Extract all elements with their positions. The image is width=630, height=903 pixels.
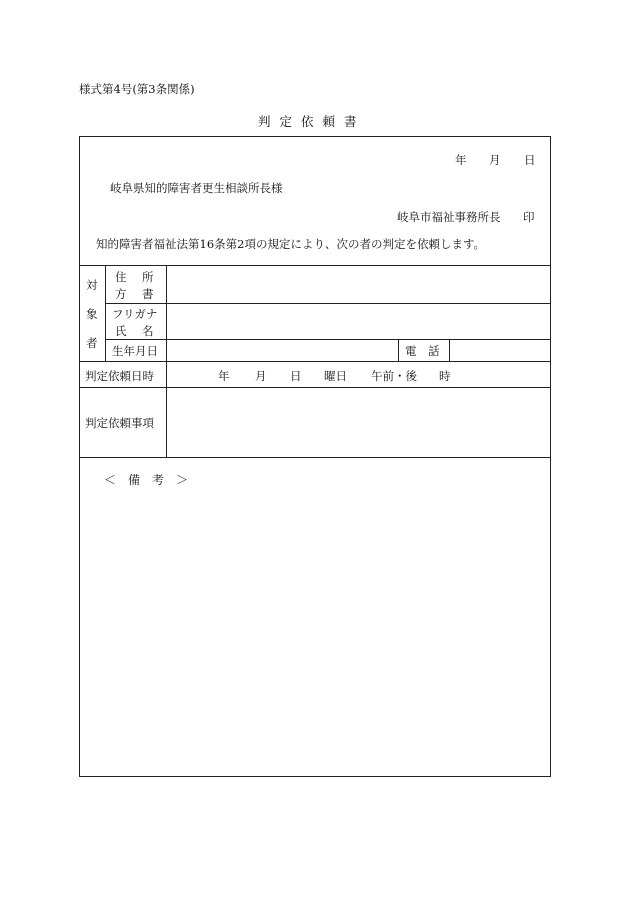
- form-number: 様式第4号(第3条関係): [79, 82, 195, 96]
- request-items-label: 判定依頼事項: [85, 416, 154, 430]
- sender-name: 岐阜市福祉事務所長: [397, 210, 501, 224]
- name-label: 氏 名: [115, 324, 156, 338]
- rule-label-column-divider: [166, 265, 167, 457]
- address-detail-label: 方 書: [115, 287, 156, 301]
- address-field[interactable]: [168, 266, 548, 302]
- rule-phone-left: [398, 339, 399, 361]
- rule-items-bottom: [80, 457, 550, 458]
- name-field[interactable]: [168, 304, 548, 338]
- date-year-label: 年: [455, 153, 467, 167]
- request-month-label: 月: [255, 369, 267, 383]
- rule-phone-right: [449, 339, 450, 361]
- form-frame: [79, 136, 551, 777]
- request-items-field[interactable]: [168, 388, 548, 456]
- seal-mark: 印: [523, 210, 535, 224]
- remarks-label: ＜ 備 考 ＞: [104, 473, 189, 487]
- subject-label-char-2: 象: [86, 307, 98, 321]
- request-weekday-label: 曜日: [324, 369, 347, 383]
- request-year-label: 年: [218, 369, 230, 383]
- subject-label-char-3: 者: [86, 336, 98, 350]
- furigana-label: フリガナ: [112, 307, 158, 321]
- phone-field[interactable]: [451, 340, 548, 360]
- addressee: 岐阜県知的障害者更生相談所長様: [110, 181, 283, 195]
- rule-subject-label-divider: [105, 265, 106, 361]
- request-ampm-label: 午前・後: [371, 369, 417, 383]
- request-statement: 知的障害者福祉法第16条第2項の規定により、次の者の判定を依頼します。: [96, 237, 486, 251]
- request-day-label: 日: [290, 369, 302, 383]
- rule-subject-bottom: [80, 361, 550, 362]
- phone-label: 電 話: [405, 344, 440, 358]
- date-month-label: 月: [489, 153, 501, 167]
- birthdate-label: 生年月日: [112, 344, 158, 358]
- subject-label-char-1: 対: [86, 278, 98, 292]
- date-day-label: 日: [524, 153, 536, 167]
- birthdate-field[interactable]: [168, 340, 397, 360]
- document-title: 判定依頼書: [258, 114, 366, 129]
- request-hour-label: 時: [439, 369, 451, 383]
- request-datetime-label: 判定依頼日時: [85, 369, 154, 383]
- address-label: 住 所: [115, 270, 156, 284]
- remarks-field[interactable]: [82, 492, 548, 774]
